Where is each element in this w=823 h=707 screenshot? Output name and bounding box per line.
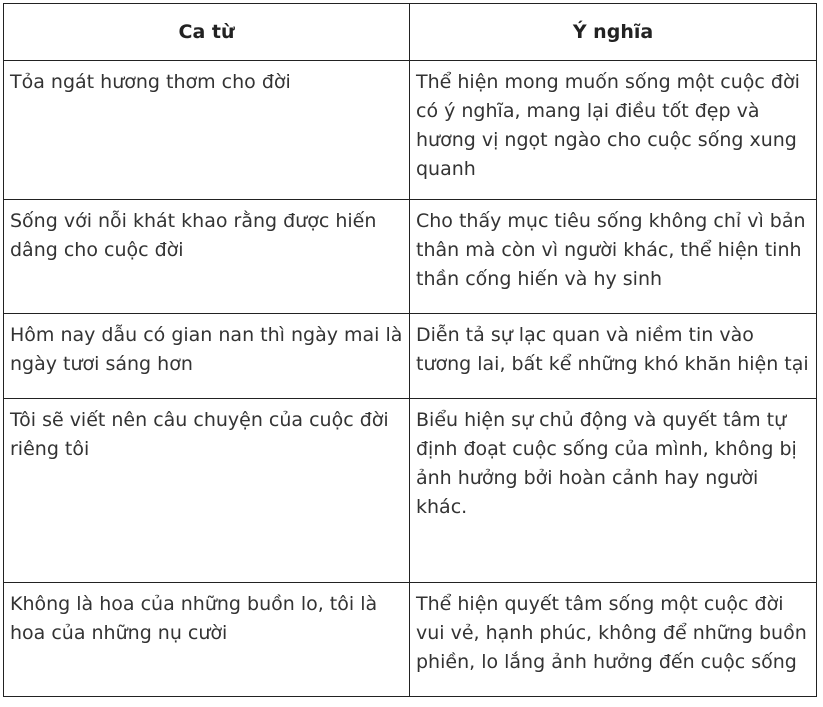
lyric-cell: Sống với nỗi khát khao rằng được hiến dâng cho cuộc đời [4,200,410,314]
header-lyrics: Ca từ [4,4,410,61]
lyric-cell: Hôm nay dẫu có gian nan thì ngày mai là ngày tươi sáng hơn [4,314,410,399]
meaning-cell: Diễn tả sự lạc quan và niềm tin vào tương lai, bất kể những khó khăn hiện tại [410,314,817,399]
table-row [4,200,817,314]
lyric-cell: Không là hoa của những buồn lo, tôi là hoa của những nụ cười [4,583,410,697]
header-meaning: Ý nghĩa [410,4,817,61]
meaning-cell: Thể hiện quyết tâm sống một cuộc đời vui vẻ, hạnh phúc, không để những buồn phiền, lo lắng ảnh hưởng đến cuộc sống [410,583,817,697]
table-header-row [4,4,817,61]
lyric-cell: Tỏa ngát hương thơm cho đời [4,61,410,200]
lyric-cell: Tôi sẽ viết nên câu chuyện của cuộc đời riêng tôi [4,399,410,583]
meaning-cell: Cho thấy mục tiêu sống không chỉ vì bản thân mà còn vì người khác, thể hiện tinh thần cống hiến và hy sinh [410,200,817,314]
meaning-cell: Biểu hiện sự chủ động và quyết tâm tự định đoạt cuộc sống của mình, không bị ảnh hưởng bởi hoàn cảnh hay người khác. [410,399,817,583]
table-row [4,399,817,583]
lyrics-meaning-table [3,3,817,697]
table-row [4,314,817,399]
meaning-cell: Thể hiện mong muốn sống một cuộc đời có ý nghĩa, mang lại điều tốt đẹp và hương vị ngọt ngào cho cuộc sống xung quanh [410,61,817,200]
table-row [4,583,817,697]
table-row [4,61,817,200]
